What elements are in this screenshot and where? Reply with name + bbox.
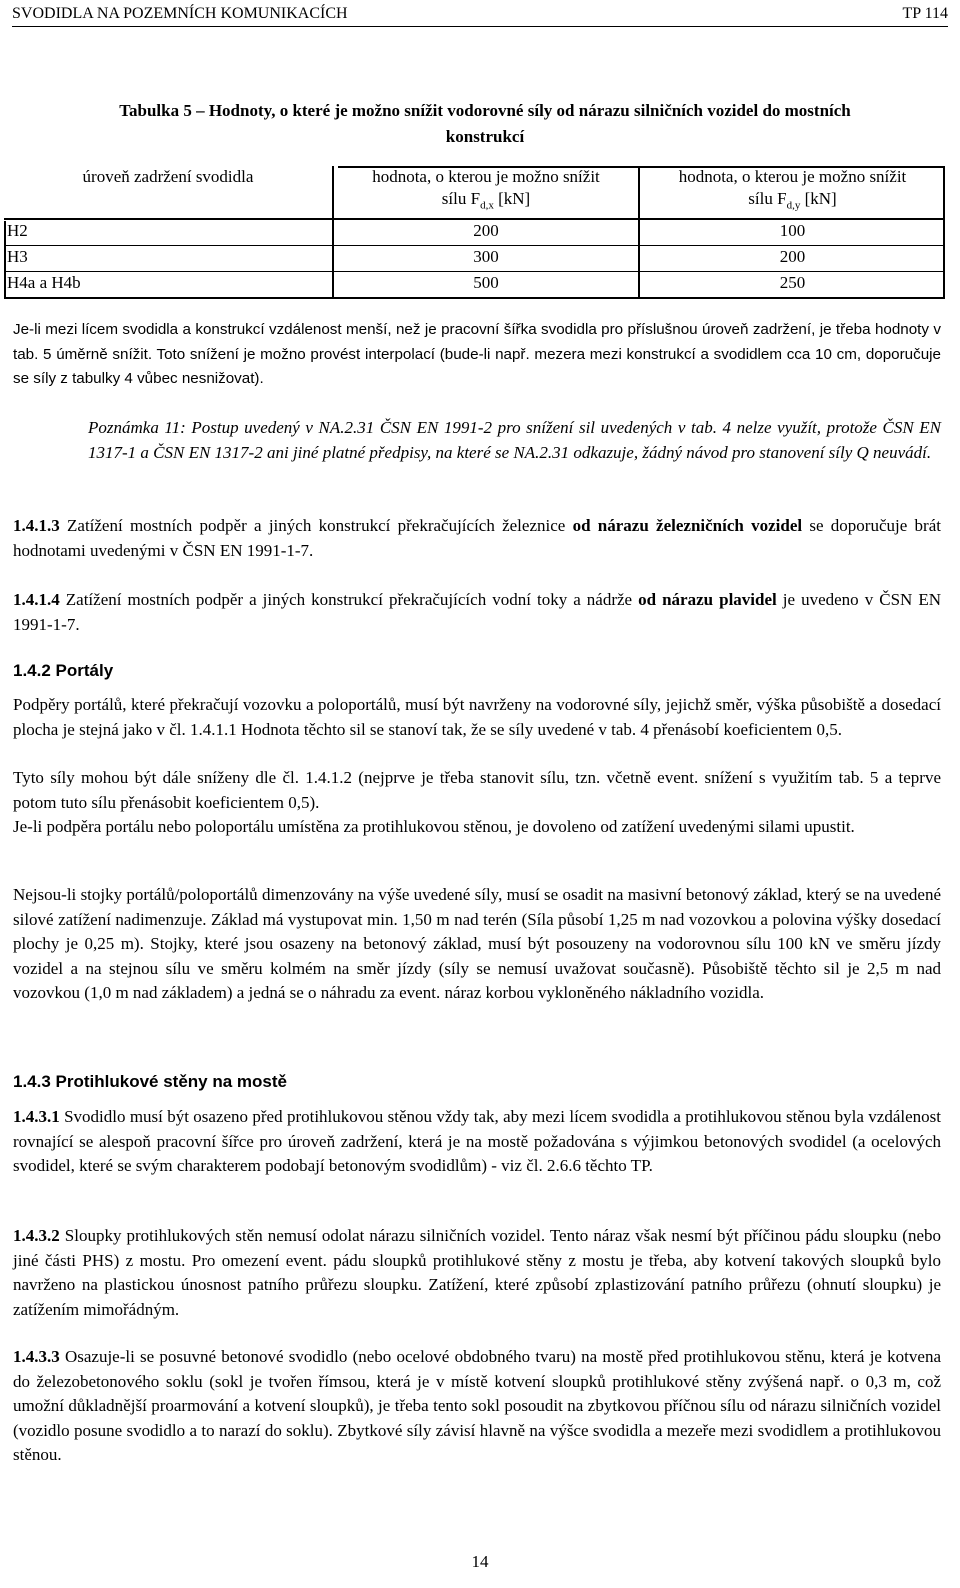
table-border-top (338, 166, 945, 168)
heading-1-4-3: 1.4.3 Protihlukové stěny na mostě (13, 1072, 287, 1091)
paragraph-reduction: Je-li mezi lícem svodidla a konstrukcí vzdálenost menší, než je pracovní šířka svodidla pro příslušnou úroveň zadržení, je třeba hodnoty v tab. 5 úměrně snížit. Toto snížení je možno provést interpolací (bude-li např. mezera mezi konstrukcí a svodidlem cca 10 cm, doporučuje se síly z tabulky 4 vůbec nesnižovat). (13, 321, 941, 387)
table-row (4, 272, 945, 299)
paragraph-1-4-3-1: 1.4.3.1 Svodidlo musí být osazeno před protihlukovou stěnou vždy tak, aby mezi lícem svodidla a protihlukovou stěnou byla vzdálenost rovnající se alespoň pracovní šířce pro úroveň zadržení, která je na mostě požadována s výjimkou betonových svodidel (a ocelových svodidel, které se svým charakterem podobají betonovým svodidlům) - viz čl. 2.6.6 těchto TP. (13, 1107, 941, 1175)
paragraph-portaly-3: Je-li podpěra portálu nebo poloportálu umístěna za protihlukovou stěnou, je dovoleno od zatížení uvedenými silami upustit. (13, 817, 855, 836)
cell-fy: 250 (639, 272, 945, 299)
header-level: úroveň zadržení svodidla (4, 166, 333, 219)
table-header-row (4, 166, 945, 219)
paragraph-1-4-1-3: 1.4.1.3 Zatížení mostních podpěr a jiných konstrukcí překračujících železnice od nárazu železničních vozidel se doporučuje brát hodnotami uvedenými v ČSN EN 1991-1-7. (13, 516, 941, 560)
header-fy: hodnota, o kterou je možno snížit sílu $F_{d,y}$ [kN] (639, 166, 945, 219)
table-border-left (4, 221, 6, 299)
reduction-table (4, 166, 945, 299)
paragraph-1-4-1-4: 1.4.1.4 Zatížení mostních podpěr a jiných konstrukcí překračujících vodní toky a nádrže od nárazu plavidel je uvedeno v ČSN EN 1991-1-7. (13, 590, 941, 634)
table-caption (35, 98, 935, 150)
cell-fy: 200 (639, 246, 945, 272)
note-11: Poznámka 11: Postup uvedený v NA.2.31 ČSN EN 1991-2 pro snížení sil uvedených v tab. 4 nelze využít, protože ČSN EN 1317-1 a ČSN EN 1317-2 ani jiné platné předpisy, na které se NA.2.31 odkazuje, žádný návod pro stanovení síly Q neuvádí. (88, 418, 941, 462)
table-caption-line1: Tabulka 5 – Hodnoty, o které je možno snížit vodorovné síly od nárazu silničních vozidel do mostních (119, 101, 851, 120)
page-number: 14 (471, 1552, 489, 1571)
cell-level: H4a a H4b (4, 272, 333, 299)
heading-1-4-2: 1.4.2 Portály (13, 661, 114, 680)
table-border-right (943, 166, 945, 299)
paragraph-1-4-3-3: 1.4.3.3 Osazuje-li se posuvné betonové svodidlo (nebo ocelové obdobného tvaru) na mostě před protihlukovou stěnu, která je kotvena do železobetonového soklu (sokl je tvořen římsou, která je v místě kotvení sloupků protihlukové stěny zvýšená např. o 0,3 m, což umožní důkladnější proarmování a kotvení sloupků), je třeba tento sokl posoudit na zbytkovou příčnou sílu od nárazu silničních vozidel (vozidlo posune svodidlo a to narazí do soklu). Zbytkové síly závisí hlavně na výšce svodidla a mezeře mezi svodidlem a protihlukovou stěnou. (13, 1347, 941, 1464)
header-doc-id: TP 114 (902, 5, 948, 22)
cell-level: H2 (4, 219, 333, 246)
cell-fx: 300 (333, 246, 639, 272)
table-row (4, 246, 945, 272)
cell-fx: 200 (333, 219, 639, 246)
paragraph-1-4-3-2: 1.4.3.2 Sloupky protihlukových stěn nemusí odolat nárazu silničních vozidel. Tento náraz však nesmí být příčinou pádu sloupku (nebo jiné části PHS) z mostu. Pro omezení event. pádu sloupků protihlukové stěny z mostu je třeba, aby kotvení takových sloupků bylo navrženo na plastickou únosnost patního průřezu sloupku. Zatížení, které způsobí zplastizování patního průřezu (ohnutí sloupku) je zatížením mimořádným. (13, 1226, 941, 1319)
header-title: SVODIDLA NA POZEMNÍCH KOMUNIKACÍCH (12, 5, 348, 22)
cell-level: H3 (4, 246, 333, 272)
table-row (4, 219, 945, 246)
paragraph-portaly-4: Nejsou-li stojky portálů/poloportálů dimenzovány na výše uvedené síly, musí se osadit na masivní betonový základ, který se na uvedené silové zatížení nadimenzuje. Základ má vystupovat min. 1,50 m nad terén (Síla působí 1,25 m nad vozovkou a polovina výšky dosedací plochy je 0,25 m). Stojky, které jsou osazeny na betonový základ, musí být posouzeny na vodorovnou sílu 100 kN ve směru jízdy vozidel a na stejnou sílu ve směru kolmém na směr jízdy (síly se nemusí uvažovat současně). Působiště těchto sil je 2,5 m nad vozovkou (1,0 m nad základem) a jedná se o náhradu za event. náraz korbou vykloněného nákladního vozidla. (13, 885, 941, 1002)
page-header (12, 4, 948, 27)
paragraph-portaly-2: Tyto síly mohou být dále sníženy dle čl. 1.4.1.2 (nejprve je třeba stanovit sílu, tzn. včetně event. snížení s využitím tab. 5 a teprve potom tuto sílu přenásobit koeficientem 0,5). (13, 768, 941, 812)
cell-fy: 100 (639, 219, 945, 246)
cell-fx: 500 (333, 272, 639, 299)
header-fx: hodnota, o kterou je možno snížit sílu $F_{d,x}$ [kN] (333, 166, 639, 219)
paragraph-portaly-1: Podpěry portálů, které překračují vozovku a poloportálů, musí být navrženy na vodorovné síly, jejichž směr, výška působiště a dosedací plocha je stejná jako v čl. 1.4.1.1 Hodnota těchto sil se stanoví tak, že se síly uvedené v tab. 4 přenásobí koeficientem 0,5. (13, 695, 941, 739)
table-caption-line2: konstrukcí (445, 127, 525, 146)
